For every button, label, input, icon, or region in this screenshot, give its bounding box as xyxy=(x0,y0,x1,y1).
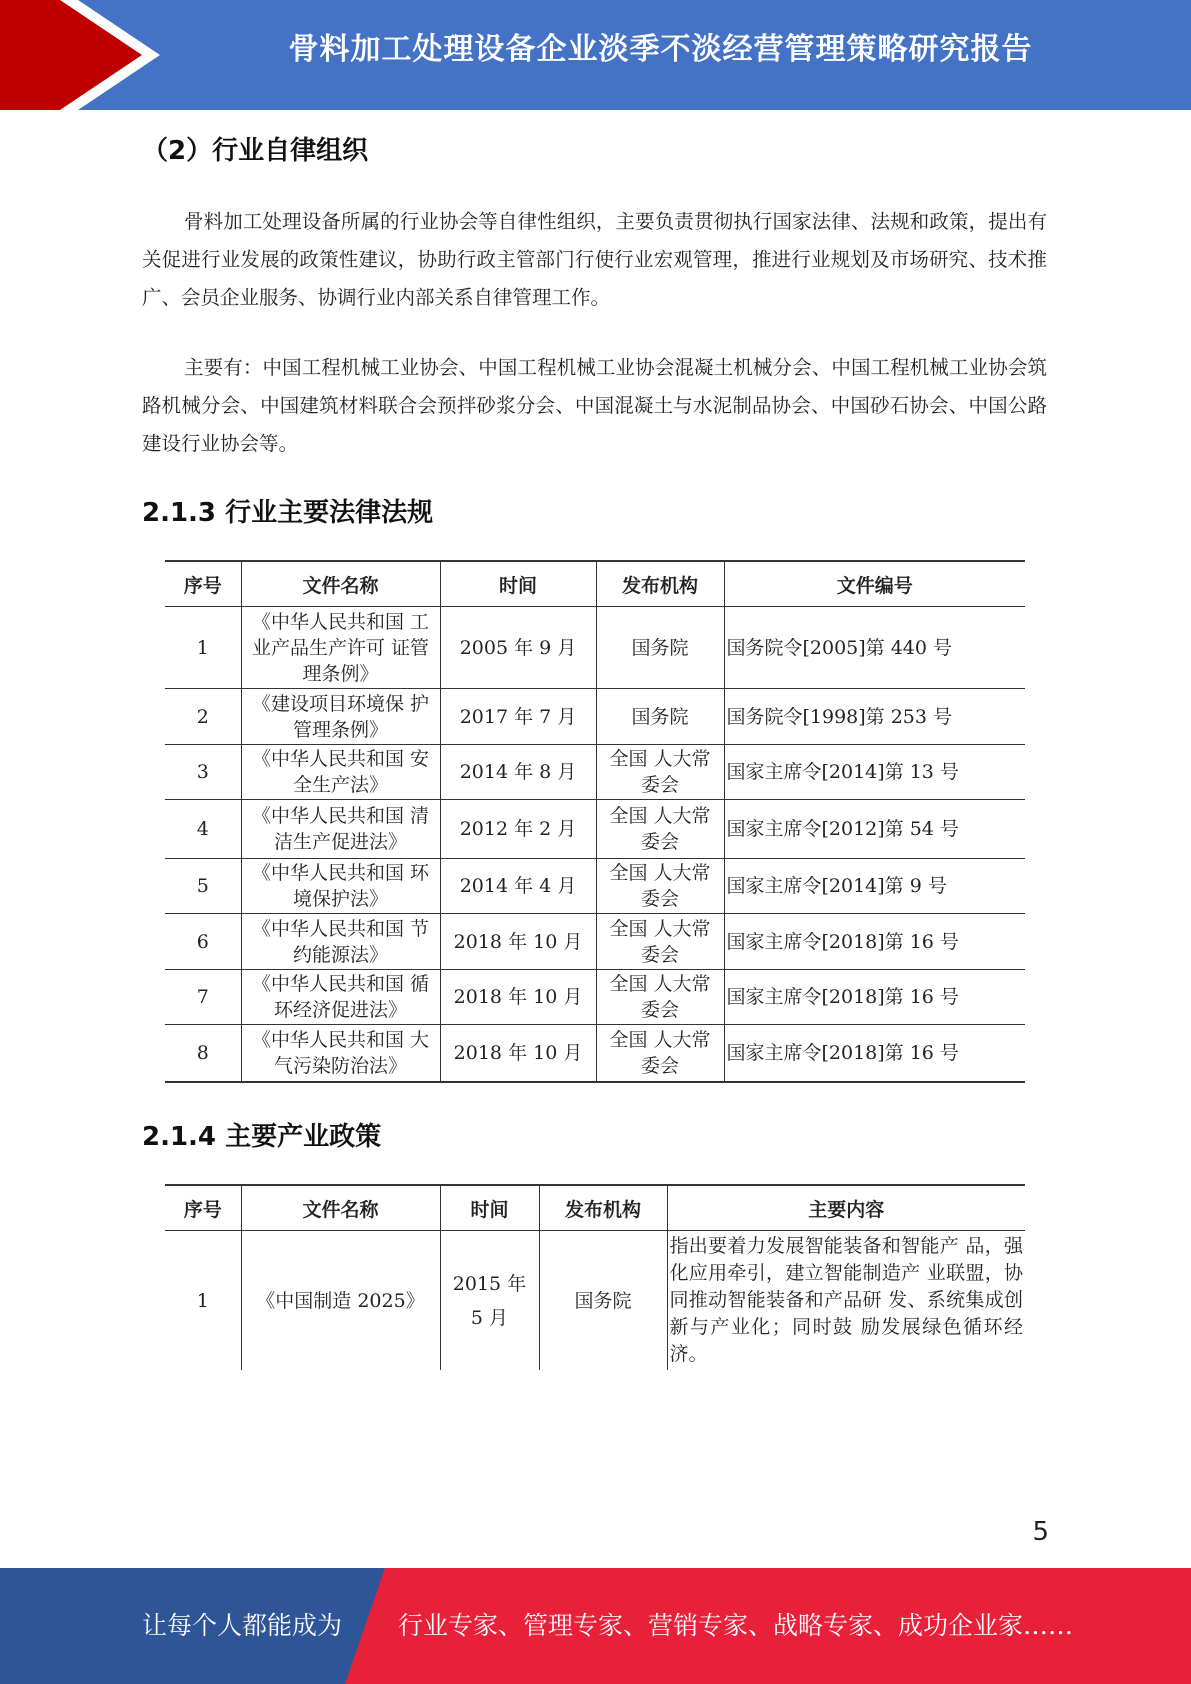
document-number: 国家主席令[2014]第 13 号 xyxy=(724,745,1025,800)
document-date: 2018 年 10 月 xyxy=(440,914,596,970)
table-header-row xyxy=(165,1185,1025,1231)
row-number: 1 xyxy=(165,1231,241,1371)
document-name: 《中华人民共和国 工业产品生产许可 证管理条例》 xyxy=(241,607,440,689)
table-row xyxy=(165,859,1025,914)
table-row xyxy=(165,800,1025,859)
laws-table xyxy=(165,560,1025,1083)
document-date: 2017 年 7 月 xyxy=(440,689,596,745)
document-number: 国家主席令[2018]第 16 号 xyxy=(724,970,1025,1025)
document-name: 《中华人民共和国 安全生产法》 xyxy=(241,745,440,800)
table-row xyxy=(165,689,1025,745)
document-date: 2014 年 8 月 xyxy=(440,745,596,800)
document-name: 《建设项目环境保 护管理条例》 xyxy=(241,689,440,745)
document-number: 国务院令[1998]第 253 号 xyxy=(724,689,1025,745)
issuing-body: 国务院 xyxy=(596,607,724,689)
table-row xyxy=(165,1025,1025,1082)
row-number: 7 xyxy=(165,970,241,1025)
report-title: 骨料加工处理设备企业淡季不淡经营管理策略研究报告 xyxy=(288,32,1033,67)
issuing-body: 全国 人大常委会 xyxy=(596,914,724,970)
header-cell: 时间 xyxy=(440,1185,539,1231)
header-cell: 文件名称 xyxy=(241,1185,440,1231)
footer-banner xyxy=(0,1568,1191,1684)
header-cell: 时间 xyxy=(440,561,596,607)
policy-table xyxy=(165,1184,1025,1370)
header-cell: 文件编号 xyxy=(724,561,1025,607)
page-number: 5 xyxy=(1032,1517,1049,1547)
document-name: 《中华人民共和国 大气污染防治法》 xyxy=(241,1025,440,1082)
paragraph-2: 主要有：中国工程机械工业协会、中国工程机械工业协会混凝土机械分会、中国工程机械工业协会筑路机械分会、中国建筑材料联合会预拌砂浆分会、中国混凝土与水泥制品协会、中国砂石协会、中国公路建设行业协会等。 xyxy=(142,356,1047,455)
document-name: 《中华人民共和国 节约能源法》 xyxy=(241,914,440,970)
document-number: 国家主席令[2018]第 16 号 xyxy=(724,914,1025,970)
table-row xyxy=(165,607,1025,689)
row-number: 2 xyxy=(165,689,241,745)
header-cell: 发布机构 xyxy=(596,561,724,607)
table-row xyxy=(165,914,1025,970)
document-date: 2005 年 9 月 xyxy=(440,607,596,689)
row-number: 1 xyxy=(165,607,241,689)
issuing-body: 全国 人大常委会 xyxy=(596,1025,724,1082)
paragraph-1: 骨料加工处理设备所属的行业协会等自律性组织，主要负责贯彻执行国家法律、法规和政策，提出有关促进行业发展的政策性建议，协助行政主管部门行使行业宏观管理，推进行业规划及市场研究、技术推广、会员企业服务、协调行业内部关系自律管理工作。 xyxy=(142,210,1047,309)
subheading: （2）行业自律组织 xyxy=(142,136,369,166)
document-date: 2015 年 5 月 xyxy=(440,1231,539,1371)
document-name: 《中华人民共和国 清洁生产促进法》 xyxy=(241,800,440,859)
header-cell: 序号 xyxy=(165,561,241,607)
table-row xyxy=(165,745,1025,800)
document-number: 国务院令[2005]第 440 号 xyxy=(724,607,1025,689)
document-name: 《中国制造 2025》 xyxy=(241,1231,440,1371)
row-number: 5 xyxy=(165,859,241,914)
issuing-body: 全国 人大常委会 xyxy=(596,800,724,859)
document-name: 《中华人民共和国 环境保护法》 xyxy=(241,859,440,914)
section-title-laws: 2.1.3 行业主要法律法规 xyxy=(142,498,434,528)
header-cell: 文件名称 xyxy=(241,561,440,607)
header-cell: 主要内容 xyxy=(667,1185,1025,1231)
header-cell: 序号 xyxy=(165,1185,241,1231)
document-number: 国家主席令[2018]第 16 号 xyxy=(724,1025,1025,1082)
issuing-body: 国务院 xyxy=(596,689,724,745)
issuing-body: 国务院 xyxy=(539,1231,667,1371)
document-date: 2018 年 10 月 xyxy=(440,1025,596,1082)
document-date: 2018 年 10 月 xyxy=(440,970,596,1025)
section-title-policies: 2.1.4 主要产业政策 xyxy=(142,1122,382,1152)
main-content: 指出要着力发展智能装备和智能产 品，强化应用牵引，建立智能制造产 业联盟，协同推动智能装备和产品研 发、系统集成创新与产业化；同时鼓 励发展绿色循环经济。 xyxy=(667,1231,1025,1371)
table-header-row xyxy=(165,561,1025,607)
table-row xyxy=(165,1231,1025,1371)
issuing-body: 全国 人大常委会 xyxy=(596,859,724,914)
document-number: 国家主席令[2014]第 9 号 xyxy=(724,859,1025,914)
header-cell: 发布机构 xyxy=(539,1185,667,1231)
issuing-body: 全国 人大常委会 xyxy=(596,970,724,1025)
table-row xyxy=(165,970,1025,1025)
document-date: 2012 年 2 月 xyxy=(440,800,596,859)
footer-slogan-right: 行业专家、管理专家、营销专家、战略专家、成功企业家…… xyxy=(398,1611,1074,1640)
document-name: 《中华人民共和国 循环经济促进法》 xyxy=(241,970,440,1025)
row-number: 4 xyxy=(165,800,241,859)
document-date: 2014 年 4 月 xyxy=(440,859,596,914)
document-number: 国家主席令[2012]第 54 号 xyxy=(724,800,1025,859)
row-number: 3 xyxy=(165,745,241,800)
row-number: 6 xyxy=(165,914,241,970)
header-banner xyxy=(0,0,1191,110)
row-number: 8 xyxy=(165,1025,241,1082)
issuing-body: 全国 人大常委会 xyxy=(596,745,724,800)
footer-slogan-left: 让每个人都能成为 xyxy=(142,1611,343,1640)
